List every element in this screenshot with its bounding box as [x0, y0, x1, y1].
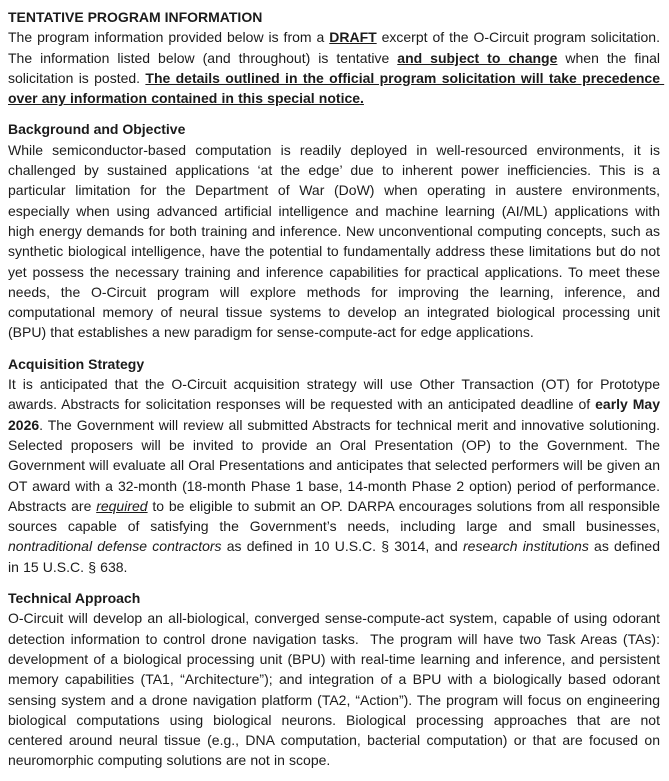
section-heading: Technical Approach	[8, 590, 141, 607]
section-heading: Background and Objective	[8, 121, 186, 138]
text-run: The details outlined in the official program solicitation will take precedence over any information contained in this special notice.	[8, 69, 665, 107]
text-run: when the final solicitation is posted.	[8, 49, 665, 86]
section-paragraph	[8, 27, 665, 108]
section-paragraph	[8, 608, 665, 770]
section-background-and-objective	[8, 119, 665, 342]
text-run: as defined in 15 U.S.C. § 638.	[8, 538, 665, 575]
text-run: early May 2026	[8, 396, 665, 433]
text-run: and subject to change	[397, 49, 558, 66]
text-run: nontraditional defense contractors	[8, 538, 222, 555]
section-paragraph	[8, 374, 665, 577]
text-run: The program information provided below is from a	[8, 29, 330, 46]
text-run: to be eligible to submit an OP. DARPA encourages solutions from all responsible sources capable of satisfying the Government’s needs, including large and small businesses,	[8, 497, 665, 535]
text-run: as defined in 10 U.S.C. § 3014, and	[221, 538, 464, 555]
text-run: research institutions	[463, 538, 589, 555]
section-acquisition-strategy	[8, 354, 665, 577]
text-run: DRAFT	[329, 29, 377, 46]
text-run: required	[96, 497, 148, 514]
section-technical-approach	[8, 588, 665, 771]
text-run: O-Circuit will develop an all-biological, converged sense-compute-act system, capable of using odorant detection information to control drone navigation tasks. The program will have two Task Areas (TAs): development of a biological processing unit (BPU) with real-time learning and inference, and persistent memory capabilities (TA1, “Architecture”); and integration of a BPU with a biologically based odorant sensing system and a drone navigation platform (TA2, “Action”). The program will focus on engineering biological computations using biological neurons. Biological processing approaches that are not centered around neural tissue (e.g., DNA computation, bacterial computation) or that are focused on neuromorphic computing solutions are not in scope.	[8, 610, 665, 769]
section-tentative-program-information	[8, 7, 665, 108]
text-run: While semiconductor-based computation is readily deployed in well-resourced environments, it is challenged by sustained applications ‘at the edge’ due to inherent power inefficiencies. This is a particular limitation for the Department of War (DoW) when operating in austere environments, especially when using advanced artificial intelligence and machine learning (AI/ML) applications with high energy demands for both training and inference. New unconventional computing concepts, such as synthetic biological intelligence, have the potential to fundamentally address these limitations but do not yet possess the necessary training and inference capabilities for practical applications. To meet these needs, the O-Circuit program will explore methods for improving the learning, inference, and computational memory of neural tissue systems to develop an integrated biological processing unit (BPU) that establishes a new paradigm for sense-compute-act for edge applications.	[8, 141, 665, 341]
text-run: It is anticipated that the O-Circuit acquisition strategy will use Other Transaction (OT) for Prototype awards. Abstracts for solicitation responses will be requested with an anticipated deadline of	[8, 376, 665, 413]
text-run: excerpt of the O-Circuit program solicitation. The information listed below (and throughout) is tentative	[8, 29, 664, 66]
section-heading: Acquisition Strategy	[8, 355, 145, 372]
section-paragraph	[8, 140, 665, 343]
section-heading: TENTATIVE PROGRAM INFORMATION	[8, 9, 263, 25]
text-run: . The Government will review all submitted Abstracts for technical merit and innovative solutioning. Selected proposers will be invited to provide an Oral Presentation (OP) to the Government. The Government will evaluate all Oral Presentations and anticipates that selected performers will be given an OT award with a 32-month (18-month Phase 1 base, 14-month Phase 2 option) period of performance. Abstracts are	[8, 416, 665, 514]
